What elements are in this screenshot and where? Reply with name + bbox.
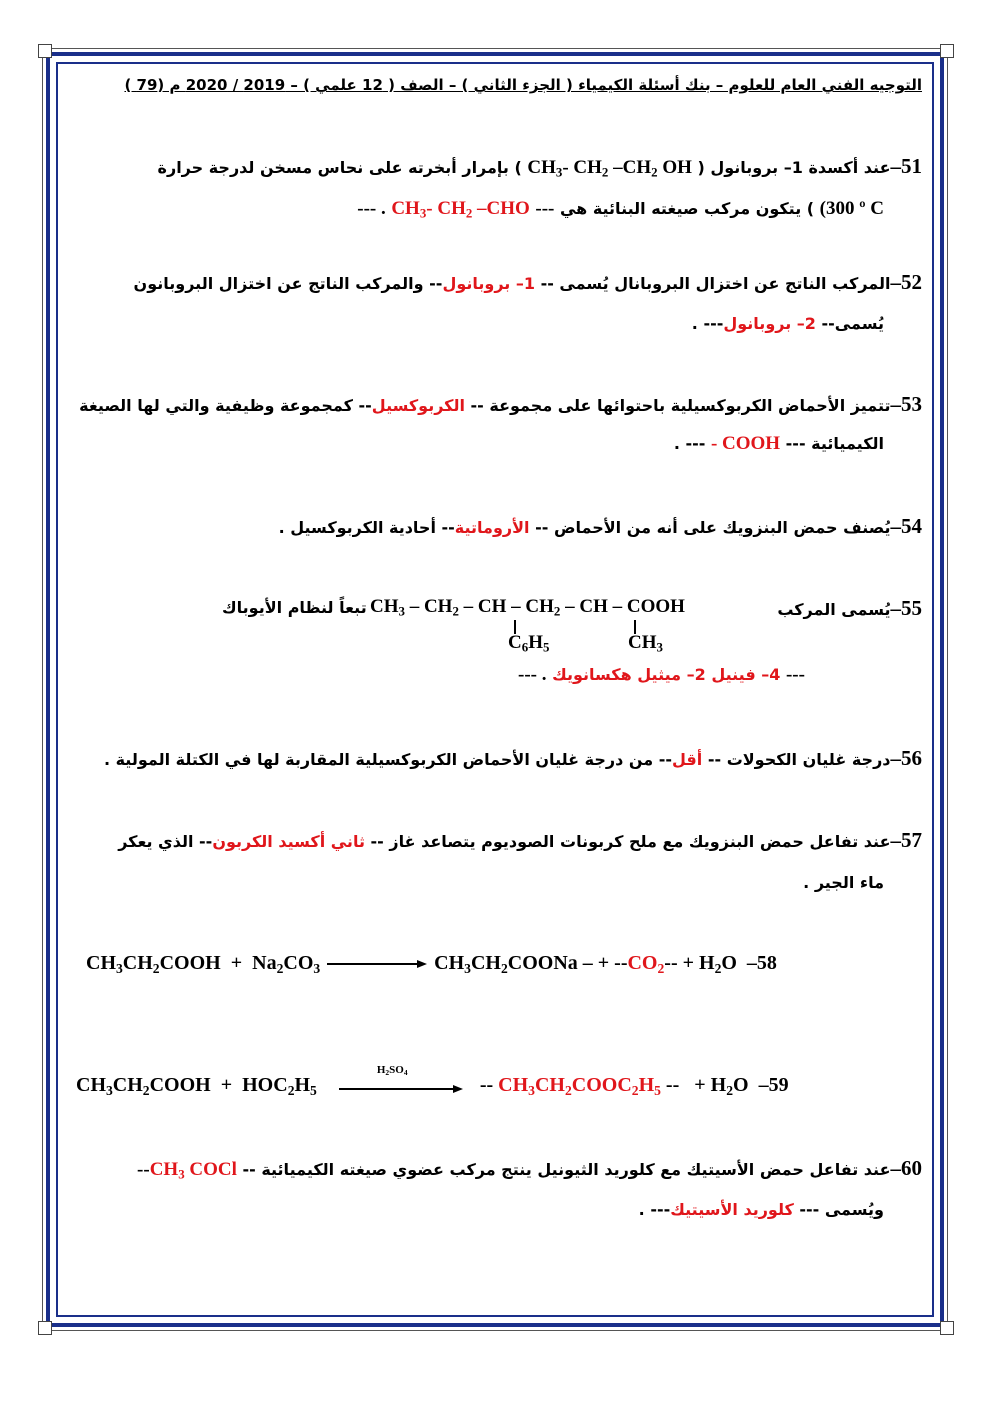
question-51-line-1 <box>158 154 922 179</box>
question-57-line-1 <box>118 828 922 853</box>
question-number: 51– <box>890 154 922 178</box>
question-number: 56– <box>890 746 922 770</box>
question-60-line-1 <box>137 1156 922 1181</box>
answer-lower: أقل <box>672 750 703 769</box>
question-text: ) يتكون مركب صيغته البنائية هي <box>554 199 820 218</box>
question-text: المركب الناتج عن اختزال البروبانال يُسمى -- <box>535 274 891 293</box>
question-text: درجة غليان الكحولات -- <box>702 750 891 769</box>
answer-ester: $CH_3CH_2COOC_2H_5$ <box>498 1074 661 1098</box>
question-text: عند أكسدة <box>802 158 891 177</box>
answer-propanal: $CH_3-$ $CH_2$ –CHO <box>391 198 530 221</box>
answer-cooh: - COOH <box>710 433 781 454</box>
question-54-line-1 <box>279 514 922 539</box>
question-text: -- كمجموعة وظيفية والتي لها الصيغة <box>79 396 372 415</box>
formula-propanol: $CH_3-$ $CH_2$ $-CH_2$ OH <box>527 157 692 180</box>
question-number: –59 <box>758 1074 789 1096</box>
question-text: الكيميائية --- <box>780 434 884 453</box>
question-text: ويُسمى --- <box>793 1200 884 1219</box>
question-number: 53– <box>890 392 922 416</box>
branch-phenyl: $C_6H_5$ <box>508 632 550 655</box>
question-text: يُسمى-- <box>815 314 884 333</box>
question-text: --- . <box>638 1200 671 1219</box>
question-text: يُصنف حمض البنزويك على أنه من الأحماض -- <box>529 518 891 537</box>
question-number: 57– <box>890 828 922 852</box>
question-57-line-2: ماء الجير . <box>803 873 884 892</box>
question-text: -- أحادية الكربوكسيل . <box>278 518 455 537</box>
question-60-line-2 <box>639 1200 884 1219</box>
plus-sign: + <box>220 1074 233 1096</box>
question-text: --- . <box>673 434 711 453</box>
catalyst-label: $H_2SO_4$ <box>376 1064 408 1078</box>
answer-co2: $CO_2$ <box>627 952 665 976</box>
question-number: –58 <box>746 952 777 974</box>
answer-carboxyl: الكربوكسيل <box>371 396 465 415</box>
question-58-equation <box>86 952 777 976</box>
blank-dash: --- . <box>518 664 547 685</box>
blank-dash: -- <box>137 1159 150 1180</box>
answer-acetyl-chloride-formula: $CH_3$ COCl <box>149 1159 237 1182</box>
corner-ornament <box>38 44 52 58</box>
question-number: 52– <box>890 270 922 294</box>
question-text: 1– بروبانول ( <box>691 158 803 177</box>
product: $CH_3CH_2COONa$ <box>434 952 578 976</box>
reaction-arrow-catalyst <box>337 1064 465 1098</box>
page-header: التوجيه الفني العام للعلوم – بنك أسئلة الكيمياء ( الجزء الثاني ) – الصف ( 12 علمي ) – 2019 / 2020 م (79 ) <box>124 76 922 94</box>
blank-dash: --- <box>785 664 805 685</box>
corner-ornament <box>940 1321 954 1335</box>
question-53-line-1 <box>79 392 922 417</box>
blank-dash: --- . <box>357 198 386 219</box>
plus-sign: + <box>230 952 243 974</box>
answer-1-propanol: 1– بروبانول <box>442 274 535 293</box>
question-52-line-2 <box>692 314 884 333</box>
blank-dash: – + -- <box>577 952 628 974</box>
question-text: عند تفاعل حمض البنزويك مع ملح كربونات الصوديوم يتصاعد غاز -- <box>364 832 891 851</box>
reaction-arrow <box>325 953 429 976</box>
temperature: (300 º C <box>819 198 884 219</box>
question-text: يُسمى المركب <box>777 600 891 619</box>
answer-co2-name: ثاني أكسيد الكربون <box>212 832 365 851</box>
answer-iupac-name: 4– فينيل 2– ميثيل هكسانويك <box>552 665 781 684</box>
question-number: 55– <box>890 596 922 620</box>
reactant: $CH_3CH_2COOH$ <box>86 952 221 976</box>
question-text: -- والمركب الناتج عن اختزال البروبانون <box>133 274 443 293</box>
reactant: $Na_2CO_3$ <box>252 952 321 976</box>
answer-aromatic: الأروماتية <box>454 518 530 537</box>
question-52-line-1 <box>134 270 922 295</box>
question-55-line-1 <box>777 596 922 621</box>
product: $H_2O$ <box>710 1074 749 1098</box>
question-number: 54– <box>890 514 922 538</box>
corner-ornament <box>38 1321 52 1335</box>
reactant: $CH_3CH_2COOH$ <box>76 1074 211 1098</box>
answer-acetyl-chloride-name: كلوريد الأسيتيك <box>670 1200 794 1219</box>
question-number: 60– <box>890 1156 922 1180</box>
question-text: -- من درجة غليان الأحماض الكربوكسيلية المقاربة لها في الكتلة المولية . <box>103 750 673 769</box>
answer-2-propanol: 2– بروبانول <box>723 314 816 333</box>
page-border-inner <box>56 62 934 1317</box>
question-text: -- الذي يعكر <box>118 832 213 851</box>
question-55-line-3 <box>518 664 805 686</box>
question-text: تتميز الأحماض الكربوكسيلية باحتوائها على مجموعة -- <box>464 396 891 415</box>
blank-dash: -- + <box>665 1074 706 1096</box>
question-text: ) بإمرار أبخرته على نحاس مسخن لدرجة حرارة <box>157 158 528 177</box>
question-51-line-2 <box>357 198 884 220</box>
product: $H_2O$ <box>699 952 737 976</box>
corner-ornament <box>940 44 954 58</box>
reactant: $HOC_2H_5$ <box>242 1074 317 1098</box>
branch-methyl: $CH_3$ <box>628 632 663 655</box>
question-55-text-2: تبعاً لنظام الأيوباك <box>222 598 367 617</box>
question-53-line-2 <box>674 433 884 455</box>
blank-dash: --- <box>535 198 555 219</box>
blank-dash: -- + <box>664 952 694 974</box>
question-59-equation <box>76 1064 789 1098</box>
question-56-line-1 <box>104 746 922 771</box>
question-text: عند تفاعل حمض الأسيتيك مع كلوريد الثيونيل ينتج مركب عضوي صيغته الكيميائية -- <box>236 1160 891 1179</box>
blank-dash: -- <box>479 1074 494 1096</box>
question-text: --- . <box>691 314 724 333</box>
formula-hexanoic-chain: $CH_3 - CH_2$ – CH – $CH_2$ – CH – COOH <box>370 596 685 619</box>
